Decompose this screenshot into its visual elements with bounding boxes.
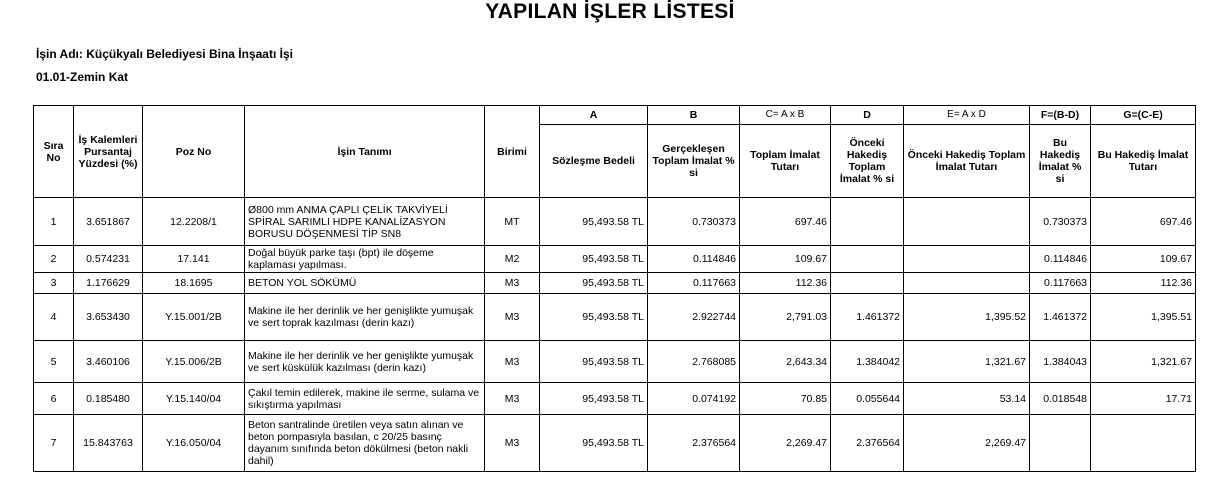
header-letter-c: C= A x B	[740, 106, 831, 125]
cell-birimi: M3	[485, 341, 540, 383]
table-row	[34, 294, 1196, 341]
cell-bu-tutar: 697.46	[1091, 198, 1196, 246]
cell-bu-tutar: 1,395.51	[1091, 294, 1196, 341]
header-onceki-tutar: Önceki Hakediş Toplam İmalat Tutarı	[904, 125, 1030, 198]
cell-sozlesme: 95,493.58 TL	[540, 415, 648, 472]
cell-sira-no: 1	[34, 198, 74, 246]
section-title: 01.01-Zemin Kat	[36, 70, 129, 84]
cell-onceki-yuzde	[831, 198, 904, 246]
cell-gerceklesen: 2.768085	[648, 341, 740, 383]
table-row	[34, 273, 1196, 294]
cell-tanim: Beton santralinde üretilen veya satın alınan ve beton pompasıyla basılan, c 20/25 basınç dayanım sınıfında beton dökülmesi (beton nakli dahil)	[245, 415, 485, 472]
cell-birimi: MT	[485, 198, 540, 246]
cell-bu-yuzde: 0.114846	[1030, 246, 1091, 273]
cell-gerceklesen: 0.074192	[648, 383, 740, 415]
cell-pursantaj: 1.176629	[74, 273, 143, 294]
cell-sira-no: 5	[34, 341, 74, 383]
cell-toplam-tutar: 697.46	[740, 198, 831, 246]
header-tanim: İşin Tanımı	[245, 106, 485, 198]
header-pursantaj: İş Kalemleri Pursantaj Yüzdesi (%)	[74, 106, 143, 198]
cell-tanim: Doğal büyük parke taşı (bpt) ile döşeme kaplaması yapılması.	[245, 246, 485, 273]
header-toplam-tutar: Toplam İmalat Tutarı	[740, 125, 831, 198]
table-row	[34, 383, 1196, 415]
cell-tanim: Ø800 mm ANMA ÇAPLI ÇELİK TAKVİYELİ SPİRAL SARIMLI HDPE KANALİZASYON BORUSU DÖŞENMESİ TİP SN8	[245, 198, 485, 246]
cell-bu-yuzde: 0.730373	[1030, 198, 1091, 246]
cell-poz-no: Y.15.006/2B	[143, 341, 245, 383]
cell-toplam-tutar: 2,791.03	[740, 294, 831, 341]
header-sira-no: Sıra No	[34, 106, 74, 198]
cell-sira-no: 6	[34, 383, 74, 415]
works-table	[33, 105, 1196, 472]
table-row	[34, 198, 1196, 246]
cell-onceki-tutar	[904, 273, 1030, 294]
cell-birimi: M3	[485, 294, 540, 341]
cell-onceki-tutar: 2,269.47	[904, 415, 1030, 472]
cell-sozlesme: 95,493.58 TL	[540, 294, 648, 341]
cell-toplam-tutar: 2,643.34	[740, 341, 831, 383]
table-row	[34, 341, 1196, 383]
cell-toplam-tutar: 112.36	[740, 273, 831, 294]
cell-birimi: M3	[485, 273, 540, 294]
cell-pursantaj: 0.574231	[74, 246, 143, 273]
job-name: İşin Adı: Küçükyalı Belediyesi Bina İnşaatı İşi	[36, 47, 293, 61]
cell-bu-yuzde: 0.117663	[1030, 273, 1091, 294]
cell-pursantaj: 3.653430	[74, 294, 143, 341]
cell-onceki-tutar: 53.14	[904, 383, 1030, 415]
cell-onceki-yuzde: 0.055644	[831, 383, 904, 415]
cell-onceki-tutar: 1,321.67	[904, 341, 1030, 383]
header-bu-yuzde: Bu Hakediş İmalat % si	[1030, 125, 1091, 198]
cell-poz-no: 18.1695	[143, 273, 245, 294]
cell-onceki-yuzde: 1.461372	[831, 294, 904, 341]
header-bu-tutar: Bu Hakediş İmalat Tutarı	[1091, 125, 1196, 198]
cell-pursantaj: 3.460106	[74, 341, 143, 383]
cell-poz-no: 17.141	[143, 246, 245, 273]
header-sozlesme: Sözleşme Bedeli	[540, 125, 648, 198]
cell-sozlesme: 95,493.58 TL	[540, 246, 648, 273]
cell-gerceklesen: 0.730373	[648, 198, 740, 246]
header-letter-g: G=(C-E)	[1091, 106, 1196, 125]
cell-bu-yuzde	[1030, 415, 1091, 472]
cell-bu-tutar	[1091, 415, 1196, 472]
cell-gerceklesen: 2.376564	[648, 415, 740, 472]
cell-sira-no: 4	[34, 294, 74, 341]
header-letter-f: F=(B-D)	[1030, 106, 1091, 125]
cell-sira-no: 2	[34, 246, 74, 273]
header-poz-no: Poz No	[143, 106, 245, 198]
cell-toplam-tutar: 109.67	[740, 246, 831, 273]
cell-tanim: BETON YOL SÖKÜMÜ	[245, 273, 485, 294]
cell-bu-tutar: 112.36	[1091, 273, 1196, 294]
cell-birimi: M2	[485, 246, 540, 273]
cell-birimi: M3	[485, 415, 540, 472]
cell-bu-yuzde: 0.018548	[1030, 383, 1091, 415]
table-row	[34, 246, 1196, 273]
cell-toplam-tutar: 70.85	[740, 383, 831, 415]
cell-bu-tutar: 1,321.67	[1091, 341, 1196, 383]
cell-bu-yuzde: 1.384043	[1030, 341, 1091, 383]
header-letter-e: E= A x D	[904, 106, 1030, 125]
cell-tanim: Makine ile her derinlik ve her genişlikte yumuşak ve sert küskülük kazılması (derin kazı)	[245, 341, 485, 383]
cell-tanim: Makine ile her derinlik ve her genişlikte yumuşak ve sert toprak kazılması (derin kazı)	[245, 294, 485, 341]
cell-pursantaj: 0.185480	[74, 383, 143, 415]
cell-sozlesme: 95,493.58 TL	[540, 341, 648, 383]
cell-onceki-tutar	[904, 246, 1030, 273]
cell-poz-no: 12.2208/1	[143, 198, 245, 246]
page-title: YAPILAN İŞLER LİSTESİ	[485, 0, 735, 23]
cell-gerceklesen: 0.114846	[648, 246, 740, 273]
cell-onceki-yuzde: 2.376564	[831, 415, 904, 472]
cell-pursantaj: 15.843763	[74, 415, 143, 472]
cell-sozlesme: 95,493.58 TL	[540, 383, 648, 415]
cell-bu-tutar: 109.67	[1091, 246, 1196, 273]
cell-birimi: M3	[485, 383, 540, 415]
cell-onceki-yuzde: 1.384042	[831, 341, 904, 383]
cell-gerceklesen: 0.117663	[648, 273, 740, 294]
cell-sozlesme: 95,493.58 TL	[540, 273, 648, 294]
cell-toplam-tutar: 2,269.47	[740, 415, 831, 472]
header-letter-b: B	[648, 106, 740, 125]
header-letter-d: D	[831, 106, 904, 125]
header-onceki-yuzde: Önceki Hakediş Toplam İmalat % si	[831, 125, 904, 198]
cell-onceki-yuzde	[831, 246, 904, 273]
cell-bu-tutar: 17.71	[1091, 383, 1196, 415]
cell-bu-yuzde: 1.461372	[1030, 294, 1091, 341]
cell-sozlesme: 95,493.58 TL	[540, 198, 648, 246]
cell-poz-no: Y.15.140/04	[143, 383, 245, 415]
header-gerceklesen: Gerçekleşen Toplam İmalat % si	[648, 125, 740, 198]
cell-onceki-tutar: 1,395.52	[904, 294, 1030, 341]
cell-onceki-tutar	[904, 198, 1030, 246]
table-row	[34, 415, 1196, 472]
cell-sira-no: 7	[34, 415, 74, 472]
cell-poz-no: Y.16.050/04	[143, 415, 245, 472]
header-letter-a: A	[540, 106, 648, 125]
cell-tanim: Çakıl temin edilerek, makine ile serme, sulama ve sıkıştırma yapılması	[245, 383, 485, 415]
cell-pursantaj: 3.651867	[74, 198, 143, 246]
cell-onceki-yuzde	[831, 273, 904, 294]
cell-sira-no: 3	[34, 273, 74, 294]
cell-poz-no: Y.15.001/2B	[143, 294, 245, 341]
header-birimi: Birimi	[485, 106, 540, 198]
cell-gerceklesen: 2.922744	[648, 294, 740, 341]
